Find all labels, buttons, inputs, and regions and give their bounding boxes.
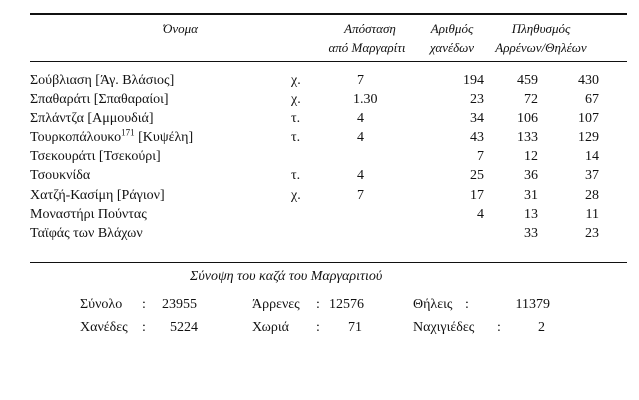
row-females: 11 (585, 207, 599, 222)
row-females: 23 (585, 226, 599, 241)
row-households: 7 (477, 149, 484, 164)
row-type: τ. (291, 130, 301, 145)
summary-colon: : (142, 320, 146, 335)
row-households: 194 (463, 73, 484, 88)
footnote-marker: 171 (121, 127, 135, 138)
row-households: 4 (477, 207, 484, 222)
summary-colon: : (465, 297, 469, 312)
row-distance: 7 (357, 73, 364, 88)
top-rule (30, 13, 627, 15)
row-households: 43 (470, 130, 484, 145)
header-distance-line2: από Μαργαρίτι (328, 40, 406, 55)
summary-nahiye-value: 2 (538, 320, 545, 335)
row-name: Τσεκουράτι [Τσεκούρι] (30, 149, 161, 164)
summary-nahiye-label: Ναχιγιέδες (413, 320, 475, 335)
row-type: χ. (291, 188, 301, 203)
summary-colon: : (316, 320, 320, 335)
summary-females-label: Θήλεις (413, 297, 453, 312)
summary-villages-value: 71 (348, 320, 362, 335)
row-type: τ. (291, 168, 301, 183)
row-males: 72 (524, 92, 538, 107)
summary-males-value: 12576 (329, 297, 364, 312)
summary-households-label: Χανέδες (80, 320, 128, 335)
summary-total-label: Σύνολο (80, 297, 123, 312)
row-females: 14 (585, 149, 599, 164)
row-distance: 4 (357, 168, 364, 183)
row-households: 23 (470, 92, 484, 107)
row-name: Σούβλιαση [Άγ. Βλάσιος] (30, 73, 175, 88)
row-name: Τσουκνίδα (30, 168, 91, 183)
row-females: 129 (578, 130, 599, 145)
row-name: Χατζή-Κασίμη [Ράγιον] (30, 188, 165, 203)
row-females: 28 (585, 188, 599, 203)
summary-title: Σύνοψη του καζά του Μαργαριτιού (190, 269, 383, 284)
row-distance: 1.30 (353, 92, 378, 107)
row-type: χ. (291, 73, 301, 88)
row-males: 13 (524, 207, 538, 222)
header-population-line2: Αρρένων/Θηλέων (495, 40, 587, 55)
row-name: Σπαθαράτι [Σπαθαραίοι] (30, 92, 169, 107)
row-name: Ταϊφάς των Βλάχων (30, 226, 143, 241)
row-households: 34 (470, 111, 484, 126)
row-name: Μοναστήρι Πούντας (30, 207, 147, 222)
summary-rule (30, 262, 627, 263)
summary-colon: : (497, 320, 501, 335)
row-females: 430 (578, 73, 599, 88)
row-males: 106 (517, 111, 538, 126)
row-households: 25 (470, 168, 484, 183)
summary-males-label: Άρρενες (252, 297, 300, 312)
header-population-line1: Πληθυσμός (511, 21, 571, 36)
header-distance-line1: Απόσταση (344, 21, 396, 36)
row-name: Σπλάντζα [Αμμουδιά] (30, 111, 154, 126)
row-type: τ. (291, 111, 301, 126)
row-males: 33 (524, 226, 538, 241)
row-name (30, 129, 193, 147)
header-rule (30, 61, 627, 62)
row-distance: 4 (357, 130, 364, 145)
row-name-main: Τουρκοπάλουκο (30, 130, 122, 145)
row-females: 107 (578, 111, 599, 126)
summary-total-value: 23955 (162, 297, 197, 312)
summary-colon: : (316, 297, 320, 312)
row-males: 133 (517, 130, 538, 145)
summary-households-value: 5224 (170, 320, 198, 335)
row-name-rest: [Κυψέλη] (134, 130, 194, 145)
header-households-line2: χανέδων (429, 40, 475, 55)
row-males: 31 (524, 188, 538, 203)
row-households: 17 (470, 188, 484, 203)
header-households-line1: Αριθμός (430, 21, 474, 36)
summary-females-value: 11379 (515, 297, 550, 312)
row-type: χ. (291, 92, 301, 107)
row-males: 12 (524, 149, 538, 164)
row-males: 459 (517, 73, 538, 88)
row-females: 37 (585, 168, 599, 183)
row-males: 36 (524, 168, 538, 183)
summary-villages-label: Χωριά (252, 320, 289, 335)
row-females: 67 (585, 92, 599, 107)
row-distance: 7 (357, 188, 364, 203)
summary-colon: : (142, 297, 146, 312)
header-name: Όνομα (163, 21, 199, 36)
row-distance: 4 (357, 111, 364, 126)
